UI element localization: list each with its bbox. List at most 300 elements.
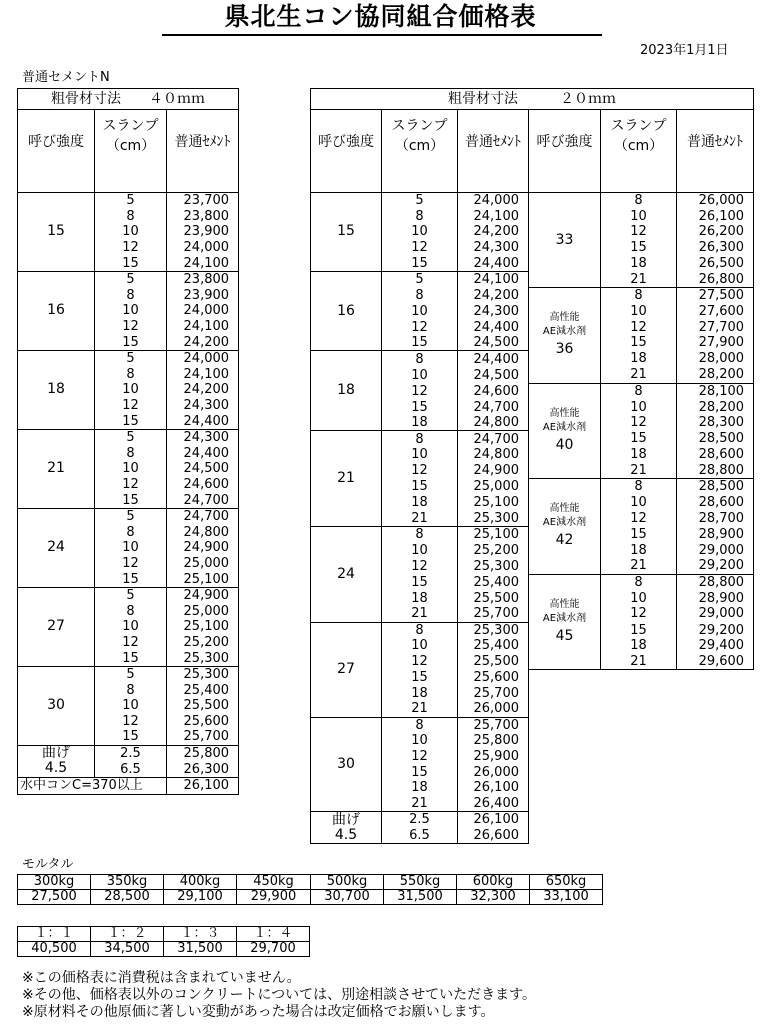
slump-value: 18 xyxy=(601,351,677,367)
price-value: 24,800 xyxy=(458,447,529,463)
price-value: 25,000 xyxy=(167,556,239,572)
strength-cell xyxy=(18,271,95,350)
strength-cell xyxy=(529,383,601,479)
admixture-note: 高性能 xyxy=(549,312,580,324)
admixture-note: 高性能 xyxy=(549,407,580,419)
mortar-cement-amount: 600kg xyxy=(457,875,530,890)
slump-value: 8 xyxy=(95,682,167,698)
price-value: 25,800 xyxy=(458,733,529,749)
strength-cell xyxy=(311,717,382,812)
ratio-price: 40,500 xyxy=(18,942,91,957)
price-value: 25,400 xyxy=(458,638,529,654)
price-value: 24,400 xyxy=(458,351,529,367)
mortar-ratio-table xyxy=(17,926,310,957)
slump-value: 5 xyxy=(95,271,167,287)
slump-value: 5 xyxy=(95,350,167,366)
price-value: 24,000 xyxy=(167,350,239,366)
strength-cell xyxy=(529,193,601,288)
price-value: 24,500 xyxy=(167,461,239,477)
strength-cell xyxy=(529,288,601,384)
strength-cell xyxy=(18,508,95,587)
nominal-strength-header: 呼び強度 xyxy=(311,110,382,193)
slump-value: 5 xyxy=(95,666,167,682)
admixture-note: AE減水剤 xyxy=(542,421,587,433)
strength-cell xyxy=(311,193,382,272)
price-value: 27,700 xyxy=(677,319,754,335)
slump-value: 18 xyxy=(382,590,458,606)
price-value: 24,000 xyxy=(458,193,529,209)
slump-value: 15 xyxy=(601,622,677,638)
price-value: 26,000 xyxy=(458,764,529,780)
table-row xyxy=(18,193,239,209)
price-value: 28,500 xyxy=(677,479,754,495)
price-value: 26,400 xyxy=(458,796,529,812)
slump-unit: （cm） xyxy=(105,138,156,154)
slump-value: 12 xyxy=(601,319,677,335)
slump-value: 6.5 xyxy=(382,828,458,844)
slump-value: 12 xyxy=(95,477,167,493)
slump-value: 10 xyxy=(95,303,167,319)
slump-value: 21 xyxy=(382,510,458,526)
price-value: 28,800 xyxy=(677,463,754,479)
slump-label: スランプ xyxy=(102,118,159,134)
price-value: 25,000 xyxy=(458,479,529,495)
price-value: 24,100 xyxy=(458,209,529,225)
strength-value: 曲げ xyxy=(42,745,70,762)
price-value: 25,400 xyxy=(458,574,529,590)
price-value: 24,900 xyxy=(167,587,239,603)
slump-value: 15 xyxy=(382,479,458,495)
slump-value: 15 xyxy=(95,413,167,429)
strength-value: 45 xyxy=(555,628,574,645)
slump-value: 8 xyxy=(95,524,167,540)
price-value: 28,900 xyxy=(677,590,754,606)
slump-value: 12 xyxy=(95,398,167,414)
price-value: 23,900 xyxy=(167,224,239,240)
admixture-note: AE減水剤 xyxy=(542,613,587,625)
price-value: 29,000 xyxy=(677,606,754,622)
price-value: 26,600 xyxy=(458,828,529,844)
strength-value: 42 xyxy=(555,532,574,549)
slump-value: 21 xyxy=(601,654,677,670)
title-underline xyxy=(162,34,602,36)
price-value: 23,900 xyxy=(167,288,239,304)
price-value: 25,100 xyxy=(167,571,239,587)
price-value: 24,800 xyxy=(167,524,239,540)
strength-value: 15 xyxy=(337,223,355,240)
strength-value: 18 xyxy=(337,382,355,399)
mortar-cement-amount: 650kg xyxy=(530,875,603,890)
slump-value: 8 xyxy=(95,209,167,225)
price-value: 25,500 xyxy=(458,654,529,670)
price-value: 29,400 xyxy=(677,638,754,654)
price-value: 23,800 xyxy=(167,271,239,287)
slump-value: 18 xyxy=(601,543,677,559)
aggregate-size-40mm-header: 粗骨材寸法 ４０ｍｍ xyxy=(18,89,239,110)
price-value: 25,100 xyxy=(458,526,529,542)
price-value: 24,600 xyxy=(458,383,529,399)
slump-value: 15 xyxy=(382,574,458,590)
strength-value: 4.5 xyxy=(334,826,358,843)
slump-value: 8 xyxy=(601,193,677,209)
mortar-header-row xyxy=(18,875,603,890)
price-value: 24,800 xyxy=(458,415,529,431)
mortar-cement-amount: 350kg xyxy=(91,875,164,890)
slump-value: 8 xyxy=(382,526,458,542)
price-table-20mm xyxy=(310,88,754,844)
price-value: 24,200 xyxy=(167,334,239,350)
slump-value: 21 xyxy=(601,463,677,479)
price-value: 29,000 xyxy=(677,543,754,559)
slump-value: 12 xyxy=(601,510,677,526)
price-value: 26,300 xyxy=(167,761,239,777)
note-price-revision: ※原材料その他原価に著しい変動があった場合は改定価格でお願いします。 xyxy=(22,1004,495,1020)
slump-value: 18 xyxy=(382,495,458,511)
cement-type-caption: 普通セメントN xyxy=(22,70,110,85)
table-row xyxy=(18,350,239,366)
table-row xyxy=(18,666,239,682)
slump-value: 8 xyxy=(382,209,458,225)
mortar-price: 33,100 xyxy=(530,890,603,905)
note-other-concrete: ※その他、価格表以外のコンクリートについては、別途相談させていただきます。 xyxy=(22,987,537,1003)
price-value: 24,700 xyxy=(167,508,239,524)
slump-value: 10 xyxy=(601,590,677,606)
slump-value: 12 xyxy=(95,240,167,256)
slump-value: 21 xyxy=(382,606,458,622)
slump-value: 12 xyxy=(601,606,677,622)
price-value: 24,700 xyxy=(458,431,529,447)
strength-value: 30 xyxy=(337,755,355,772)
slump-label: スランプ xyxy=(391,118,448,134)
admixture-note: AE減水剤 xyxy=(542,326,587,338)
ratio-header-row xyxy=(18,927,310,942)
slump-value: 2.5 xyxy=(95,745,167,761)
slump-value: 2.5 xyxy=(382,812,458,828)
price-value: 28,300 xyxy=(677,415,754,431)
price-value: 24,200 xyxy=(458,224,529,240)
slump-value: 8 xyxy=(95,367,167,383)
price-value: 25,100 xyxy=(458,495,529,511)
strength-value: 18 xyxy=(47,381,65,398)
ratio-value-row xyxy=(18,942,310,957)
slump-value: 10 xyxy=(95,461,167,477)
slump-value: 10 xyxy=(382,447,458,463)
slump-value: 15 xyxy=(382,764,458,780)
price-value: 23,800 xyxy=(167,209,239,225)
ratio-price: 29,700 xyxy=(237,942,310,957)
normal-cement-header: 普通ｾﾒﾝﾄ xyxy=(167,110,239,193)
slump-value: 8 xyxy=(382,717,458,733)
strength-value: 15 xyxy=(47,223,65,240)
mortar-price: 29,900 xyxy=(237,890,311,905)
slump-value: 8 xyxy=(601,383,677,399)
slump-value: 8 xyxy=(95,603,167,619)
strength-cell xyxy=(529,479,601,575)
mix-ratio: １：３ xyxy=(164,927,237,942)
slump-value: 10 xyxy=(382,638,458,654)
slump-value: 15 xyxy=(382,670,458,686)
price-value: 25,600 xyxy=(167,714,239,730)
price-value: 24,300 xyxy=(167,429,239,445)
slump-value: 5 xyxy=(382,271,458,287)
slump-value: 15 xyxy=(382,255,458,271)
slump-value: 8 xyxy=(601,574,677,590)
slump-header xyxy=(382,110,458,193)
mortar-price: 29,100 xyxy=(164,890,237,905)
underwater-concrete-price: 26,100 xyxy=(167,777,239,794)
price-value: 25,000 xyxy=(167,603,239,619)
price-value: 27,900 xyxy=(677,335,754,351)
price-value: 24,600 xyxy=(167,477,239,493)
slump-value: 8 xyxy=(382,288,458,304)
price-value: 25,500 xyxy=(167,698,239,714)
slump-value: 18 xyxy=(601,447,677,463)
slump-value: 10 xyxy=(382,304,458,320)
price-value: 25,700 xyxy=(458,685,529,701)
table-row xyxy=(18,508,239,524)
price-value: 24,100 xyxy=(458,271,529,287)
table-row xyxy=(18,587,239,603)
slump-value: 21 xyxy=(382,796,458,812)
strength-cell xyxy=(18,666,95,745)
price-value: 27,500 xyxy=(677,288,754,304)
slump-value: 15 xyxy=(601,526,677,542)
slump-value: 12 xyxy=(95,319,167,335)
price-value: 24,900 xyxy=(167,540,239,556)
price-value: 24,000 xyxy=(167,240,239,256)
price-value: 28,100 xyxy=(677,383,754,399)
note-tax: ※この価格表に消費税は含まれていません。 xyxy=(22,970,301,986)
table-row xyxy=(18,745,239,761)
slump-value: 5 xyxy=(95,193,167,209)
slump-value: 10 xyxy=(382,543,458,559)
slump-value: 10 xyxy=(382,224,458,240)
mix-ratio: １：４ xyxy=(237,927,310,942)
price-value: 28,900 xyxy=(677,526,754,542)
slump-value: 12 xyxy=(382,749,458,765)
slump-value: 15 xyxy=(382,399,458,415)
nominal-strength-header: 呼び強度 xyxy=(18,110,95,193)
admixture-note: 高性能 xyxy=(549,503,580,515)
slump-value: 12 xyxy=(95,635,167,651)
price-value: 26,000 xyxy=(677,193,754,209)
price-value: 29,200 xyxy=(677,622,754,638)
price-value: 27,600 xyxy=(677,304,754,320)
slump-value: 15 xyxy=(601,431,677,447)
strength-value: 27 xyxy=(337,661,355,678)
price-value: 26,000 xyxy=(458,701,529,717)
price-date: 2023年1月1日 xyxy=(640,43,729,58)
slump-value: 21 xyxy=(601,367,677,383)
price-value: 24,400 xyxy=(458,255,529,271)
slump-value: 12 xyxy=(382,383,458,399)
admixture-note: 高性能 xyxy=(549,599,580,611)
slump-value: 12 xyxy=(601,224,677,240)
strength-cell xyxy=(529,574,601,670)
slump-value: 18 xyxy=(382,415,458,431)
strength-value: 40 xyxy=(555,436,574,453)
price-value: 25,600 xyxy=(458,670,529,686)
price-value: 28,800 xyxy=(677,574,754,590)
slump-value: 15 xyxy=(95,571,167,587)
slump-value: 21 xyxy=(601,271,677,287)
nominal-strength-header-right: 呼び強度 xyxy=(529,110,601,193)
price-value: 25,200 xyxy=(458,543,529,559)
price-value: 25,700 xyxy=(458,717,529,733)
strength-value: 16 xyxy=(337,302,355,319)
table-row xyxy=(18,271,239,287)
price-table-20mm-body xyxy=(311,193,754,844)
price-value: 24,900 xyxy=(458,463,529,479)
price-value: 26,100 xyxy=(458,780,529,796)
strength-value: 36 xyxy=(555,341,574,358)
slump-value: 5 xyxy=(95,429,167,445)
strength-value: 24 xyxy=(337,565,355,582)
slump-header-right xyxy=(601,110,677,193)
slump-value: 12 xyxy=(382,319,458,335)
mortar-price: 28,500 xyxy=(91,890,164,905)
strength-cell xyxy=(18,350,95,429)
price-value: 26,100 xyxy=(458,812,529,828)
slump-unit: （cm） xyxy=(613,138,664,154)
aggregate-size-20mm-header: 粗骨材寸法 ２０ｍｍ xyxy=(311,89,754,110)
slump-header xyxy=(95,110,167,193)
slump-value: 8 xyxy=(382,622,458,638)
price-value: 25,400 xyxy=(167,682,239,698)
slump-value: 10 xyxy=(95,698,167,714)
slump-value: 10 xyxy=(95,540,167,556)
strength-cell xyxy=(311,812,382,844)
slump-value: 18 xyxy=(382,685,458,701)
mortar-value-row xyxy=(18,890,603,905)
slump-value: 12 xyxy=(382,240,458,256)
slump-value: 12 xyxy=(382,463,458,479)
strength-cell xyxy=(18,193,95,272)
slump-value: 10 xyxy=(601,304,677,320)
price-value: 25,300 xyxy=(167,666,239,682)
mix-ratio: １：２ xyxy=(91,927,164,942)
mortar-price-table xyxy=(17,874,603,905)
slump-value: 5 xyxy=(382,193,458,209)
slump-value: 18 xyxy=(601,255,677,271)
strength-cell xyxy=(18,429,95,508)
price-value: 24,100 xyxy=(167,367,239,383)
price-value: 24,200 xyxy=(458,288,529,304)
slump-value: 15 xyxy=(95,650,167,666)
ratio-price: 31,500 xyxy=(164,942,237,957)
price-value: 25,300 xyxy=(458,510,529,526)
mortar-price: 32,300 xyxy=(457,890,530,905)
slump-value: 15 xyxy=(382,335,458,351)
price-value: 23,700 xyxy=(167,193,239,209)
price-value: 28,200 xyxy=(677,399,754,415)
price-value: 28,000 xyxy=(677,351,754,367)
ratio-price: 34,500 xyxy=(91,942,164,957)
price-value: 25,900 xyxy=(458,749,529,765)
slump-value: 12 xyxy=(95,556,167,572)
slump-value: 8 xyxy=(601,288,677,304)
price-value: 24,400 xyxy=(458,319,529,335)
strength-cell xyxy=(311,271,382,350)
slump-value: 10 xyxy=(601,495,677,511)
mortar-cement-amount: 400kg xyxy=(164,875,237,890)
slump-value: 15 xyxy=(95,492,167,508)
price-value: 26,500 xyxy=(677,255,754,271)
price-value: 28,700 xyxy=(677,510,754,526)
price-value: 25,200 xyxy=(167,635,239,651)
price-value: 25,500 xyxy=(458,590,529,606)
blank-cell xyxy=(529,670,754,844)
strength-value: 21 xyxy=(337,470,355,487)
price-value: 28,600 xyxy=(677,447,754,463)
price-value: 26,100 xyxy=(677,209,754,225)
price-value: 25,700 xyxy=(167,729,239,745)
price-value: 26,800 xyxy=(677,271,754,287)
mortar-cement-amount: 300kg xyxy=(18,875,91,890)
mortar-cement-amount: 500kg xyxy=(311,875,384,890)
strength-cell xyxy=(311,622,382,717)
strength-value: 16 xyxy=(47,302,65,319)
strength-value: 30 xyxy=(47,697,65,714)
slump-value: 8 xyxy=(382,351,458,367)
price-value: 29,200 xyxy=(677,558,754,574)
slump-value: 15 xyxy=(601,335,677,351)
normal-cement-header: 普通ｾﾒﾝﾄ xyxy=(458,110,529,193)
price-value: 25,300 xyxy=(167,650,239,666)
slump-value: 12 xyxy=(601,415,677,431)
slump-value: 10 xyxy=(95,224,167,240)
price-value: 26,300 xyxy=(677,240,754,256)
price-value: 24,000 xyxy=(167,303,239,319)
slump-label: スランプ xyxy=(610,118,667,134)
price-value: 24,400 xyxy=(167,446,239,462)
price-value: 24,100 xyxy=(167,255,239,271)
slump-value: 5 xyxy=(95,587,167,603)
slump-value: 15 xyxy=(95,255,167,271)
price-value: 24,400 xyxy=(167,413,239,429)
strength-value: 27 xyxy=(47,618,65,635)
price-value: 28,600 xyxy=(677,495,754,511)
price-table-40mm xyxy=(17,88,239,795)
price-value: 24,500 xyxy=(458,367,529,383)
slump-unit: （cm） xyxy=(394,138,445,154)
strength-cell xyxy=(18,745,95,777)
slump-value: 21 xyxy=(601,558,677,574)
mix-ratio: １：１ xyxy=(18,927,91,942)
slump-value: 8 xyxy=(95,446,167,462)
price-value: 26,200 xyxy=(677,224,754,240)
slump-value: 8 xyxy=(95,288,167,304)
slump-value: 15 xyxy=(95,729,167,745)
price-value: 24,100 xyxy=(167,319,239,335)
price-value: 28,500 xyxy=(677,431,754,447)
price-value: 25,300 xyxy=(458,558,529,574)
slump-value: 12 xyxy=(382,558,458,574)
slump-value: 10 xyxy=(382,367,458,383)
mortar-price: 30,700 xyxy=(311,890,384,905)
strength-value: 4.5 xyxy=(44,760,68,777)
slump-value: 15 xyxy=(601,240,677,256)
price-table-40mm-body xyxy=(18,193,239,778)
slump-value: 6.5 xyxy=(95,761,167,777)
slump-value: 8 xyxy=(601,479,677,495)
mortar-cement-amount: 450kg xyxy=(237,875,311,890)
mortar-price: 27,500 xyxy=(18,890,91,905)
notes xyxy=(22,970,536,1021)
price-value: 25,800 xyxy=(167,745,239,761)
slump-value: 10 xyxy=(95,619,167,635)
slump-value: 12 xyxy=(382,654,458,670)
